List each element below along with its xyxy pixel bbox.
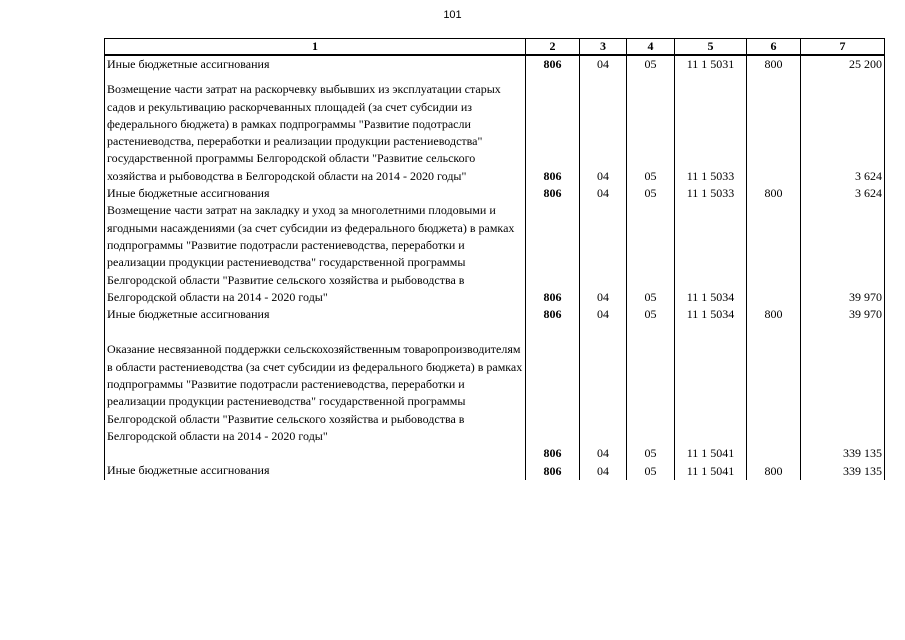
row-admin-code: 806	[526, 306, 580, 323]
header-col-4: 4	[627, 39, 675, 56]
row-subsection: 05	[627, 55, 675, 73]
spacer-row	[105, 323, 885, 341]
spacer-cell	[627, 323, 675, 341]
row-name: Возмещение части затрат на раскорчевку выбывших из эксплуатации старых садов и рекультивацию раскорчеванных площадей (за счет субсидии из федерального бюджета) в рамках подпрограммы "Развитие подотрасли растениеводства, переработки и реализации продукции растениеводства" государственной программы Белгородской области "Развитие сельского хозяйства и рыбоводства в Белгородской области на 2014 - 2020 годы"	[105, 73, 526, 185]
spacer-cell	[105, 323, 526, 341]
row-target-article: 11 1 5031	[675, 55, 747, 73]
row-admin-code: 806	[526, 341, 580, 462]
row-admin-code: 806	[526, 202, 580, 306]
row-amount: 3 624	[801, 73, 885, 185]
header-col-5: 5	[675, 39, 747, 56]
row-section: 04	[580, 462, 627, 479]
row-subsection: 05	[627, 341, 675, 462]
row-amount: 3 624	[801, 185, 885, 202]
row-name: Иные бюджетные ассигнования	[105, 185, 526, 202]
row-target-article: 11 1 5041	[675, 341, 747, 462]
row-expense-type: 800	[747, 185, 801, 202]
row-amount: 25 200	[801, 55, 885, 73]
row-name: Возмещение части затрат на закладку и уход за многолетними плодовыми и ягодными насаждениями (за счет субсидии из федерального бюджета) в рамках подпрограммы "Развитие подотрасли растениеводства, переработки и реализации продукции растениеводства" государственной программы Белгородской области "Развитие сельского хозяйства и рыбоводства в Белгородской области на 2014 - 2020 годы"	[105, 202, 526, 306]
row-name: Иные бюджетные ассигнования	[105, 462, 526, 479]
spacer-cell	[801, 323, 885, 341]
row-amount: 39 970	[801, 306, 885, 323]
row-section: 04	[580, 341, 627, 462]
spacer-cell	[747, 323, 801, 341]
row-expense-type: 800	[747, 306, 801, 323]
row-section: 04	[580, 73, 627, 185]
row-expense-type	[747, 202, 801, 306]
header-col-2: 2	[526, 39, 580, 56]
table-row	[105, 73, 885, 185]
header-col-6: 6	[747, 39, 801, 56]
row-expense-type	[747, 73, 801, 185]
row-section: 04	[580, 202, 627, 306]
row-subsection: 05	[627, 462, 675, 479]
table-row	[105, 55, 885, 73]
row-target-article: 11 1 5033	[675, 185, 747, 202]
row-target-article: 11 1 5033	[675, 73, 747, 185]
row-subsection: 05	[627, 306, 675, 323]
row-subsection: 05	[627, 185, 675, 202]
table-row	[105, 202, 885, 306]
budget-table	[104, 38, 885, 480]
header-col-7: 7	[801, 39, 885, 56]
row-subsection: 05	[627, 73, 675, 185]
row-subsection: 05	[627, 202, 675, 306]
row-target-article: 11 1 5034	[675, 202, 747, 306]
page-number: 101	[443, 9, 462, 21]
row-name: Иные бюджетные ассигнования	[105, 55, 526, 73]
row-target-article: 11 1 5041	[675, 462, 747, 479]
row-admin-code: 806	[526, 55, 580, 73]
row-admin-code: 806	[526, 462, 580, 479]
row-admin-code: 806	[526, 185, 580, 202]
row-section: 04	[580, 185, 627, 202]
spacer-cell	[580, 323, 627, 341]
row-target-article: 11 1 5034	[675, 306, 747, 323]
header-row	[105, 39, 885, 56]
row-amount: 339 135	[801, 341, 885, 462]
spacer-cell	[526, 323, 580, 341]
row-expense-type	[747, 341, 801, 462]
header-col-3: 3	[580, 39, 627, 56]
row-name: Оказание несвязанной поддержки сельскохозяйственным товаропроизводителям в области растениеводства (за счет субсидии из федерального бюджета) в рамках подпрограммы "Развитие подотрасли растениеводства, переработки и реализации продукции растениеводства" государственной программы Белгородской области "Развитие сельского хозяйства и рыбоводства в Белгородской области на 2014 - 2020 годы"	[105, 341, 526, 462]
table-row	[105, 341, 885, 462]
row-section: 04	[580, 306, 627, 323]
row-expense-type: 800	[747, 55, 801, 73]
row-section: 04	[580, 55, 627, 73]
table-row	[105, 462, 885, 479]
spacer-cell	[675, 323, 747, 341]
row-expense-type: 800	[747, 462, 801, 479]
row-name: Иные бюджетные ассигнования	[105, 306, 526, 323]
row-amount: 339 135	[801, 462, 885, 479]
header-col-1: 1	[105, 39, 526, 56]
table-row	[105, 306, 885, 323]
row-amount: 39 970	[801, 202, 885, 306]
table-row	[105, 185, 885, 202]
row-admin-code: 806	[526, 73, 580, 185]
